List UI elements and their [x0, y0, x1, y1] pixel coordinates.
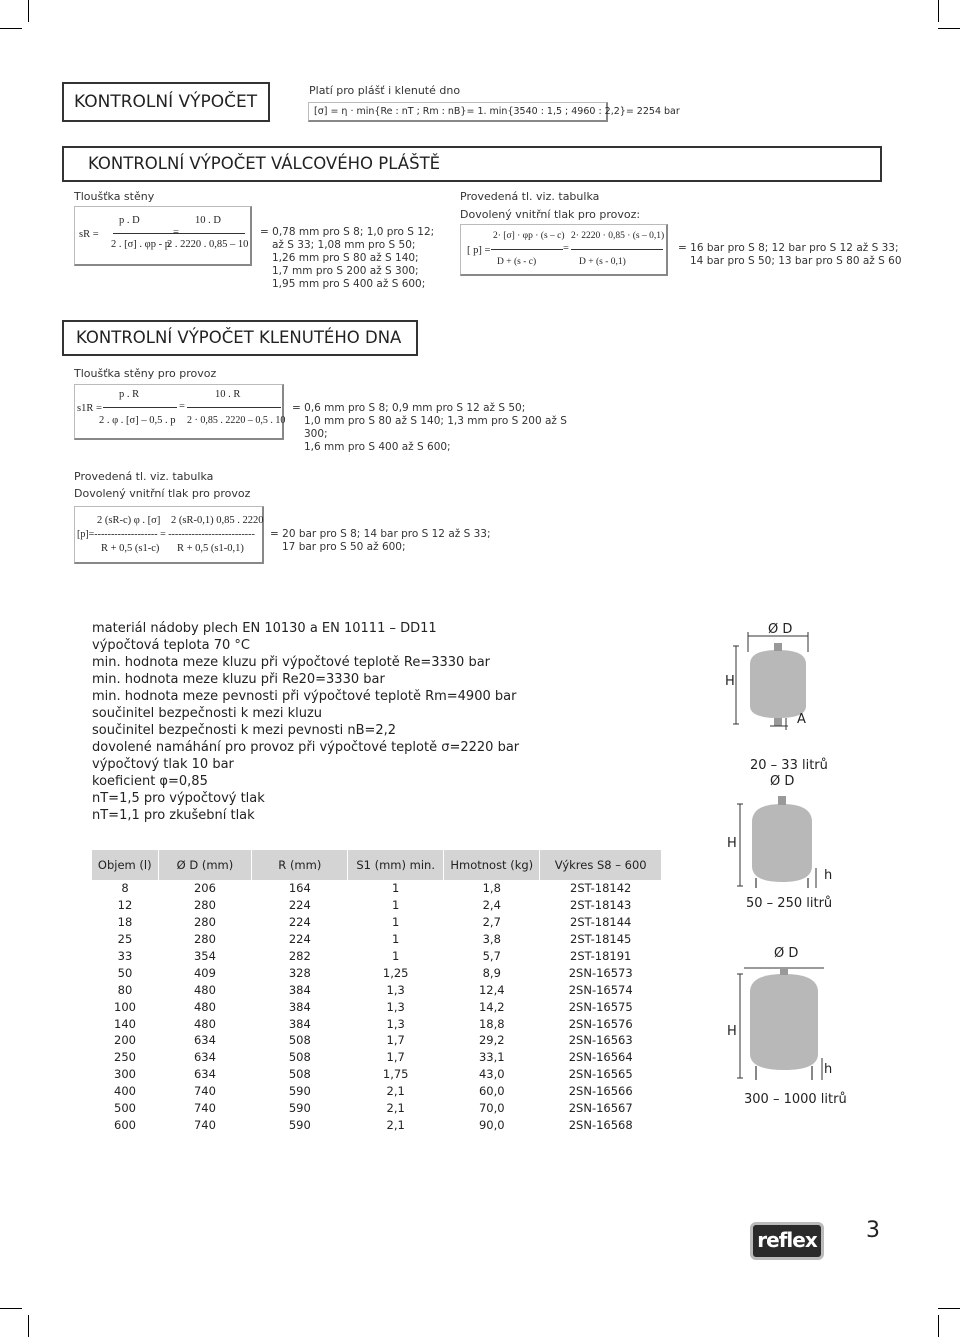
result-line: = 20 bar pro S 8; 14 bar pro S 12 až S 33;: [270, 528, 491, 540]
f1-num1: p . D: [119, 215, 140, 226]
table-cell: 164: [288, 881, 311, 896]
table-cell: 740: [193, 1117, 216, 1132]
table-cell: 18: [117, 915, 133, 930]
result-line: 1,7 mm pro S 200 až S 300;: [272, 265, 419, 277]
table-cell: 29,2: [478, 1033, 505, 1048]
result-line: 1,0 mm pro S 80 až S 140; 1,3 mm pro S 200 až S 300;: [304, 415, 567, 440]
dome-formula-1: [74, 384, 284, 440]
f2-num1: 2· [σ] · φp · (s – c): [493, 231, 565, 241]
f2-den1: R + 0,5 (s1-c): [101, 543, 160, 554]
table-cell: 12: [117, 898, 133, 913]
table-cell: 2,4: [482, 898, 501, 913]
fraction-line: [103, 407, 177, 408]
table-cell: 409: [193, 965, 216, 980]
table-cell: 1: [392, 915, 400, 930]
table-cell: 224: [288, 932, 311, 947]
f1-den1: 2 . [σ] . φp - p: [111, 239, 170, 250]
result-line: 1,6 mm pro S 400 až S 600;: [304, 441, 451, 453]
table-cell: 634: [193, 1050, 216, 1065]
table-cell: 1,3: [386, 999, 405, 1014]
h-label: h: [824, 1062, 833, 1077]
f1-den1: 2 . φ . [σ] – 0,5 . p: [99, 415, 176, 426]
table-cell: 2SN-16575: [568, 999, 633, 1014]
dome-section-title-box: [62, 320, 418, 356]
table-row: [92, 914, 662, 931]
col-header: S1 (mm) min.: [348, 850, 444, 880]
col-header: Hmotnost (kg): [444, 850, 540, 880]
table-cell: 600: [114, 1117, 136, 1132]
f2-lhs: [p]=------------------- = --------------------------: [77, 529, 255, 540]
diameter-label: Ø D: [770, 774, 795, 789]
result-line: 1,95 mm pro S 400 až S 600;: [272, 278, 426, 290]
material-line: min. hodnota meze kluzu při Re20=3330 bar: [92, 672, 385, 687]
table-cell: 1: [392, 881, 400, 896]
table-cell: 70,0: [478, 1101, 505, 1116]
table-cell: 1,75: [382, 1067, 409, 1082]
material-line: nT=1,1 pro zkušební tlak: [92, 808, 255, 823]
table-cell: 280: [193, 915, 216, 930]
table-cell: 590: [288, 1084, 311, 1099]
table-cell: 740: [193, 1084, 216, 1099]
fraction-line: [571, 249, 663, 250]
table-row: [92, 948, 662, 965]
cylinder-formula-2: [460, 224, 668, 276]
table-cell: 100: [114, 999, 136, 1014]
cylinder-provedena: Provedená tl. viz. tabulka: [460, 190, 600, 203]
crop-mark: [938, 0, 939, 22]
material-line: výpočtová teplota 70 °C: [92, 638, 250, 653]
crop-mark: [0, 1308, 22, 1309]
result-line: až S 33; 1,08 mm pro S 50;: [272, 239, 416, 251]
fraction-line: [187, 407, 281, 408]
h-label: h: [824, 868, 833, 883]
table-cell: 2SN-16564: [568, 1050, 633, 1065]
table-cell: 2SN-16573: [568, 965, 633, 980]
table-cell: 2ST-18143: [570, 898, 632, 913]
header-note: Platí pro plášť i klenuté dno: [309, 84, 461, 97]
table-header-row: [92, 850, 662, 880]
table-cell: 224: [288, 898, 311, 913]
table-row: [92, 897, 662, 914]
table-cell: 2ST-18142: [570, 881, 632, 896]
cylinder-formula-1: [74, 206, 252, 266]
dome-dovoleny: Dovolený vnitřní tlak pro provoz: [74, 487, 251, 500]
a-label: A: [797, 712, 806, 727]
table-row: [92, 1015, 662, 1032]
table-cell: 508: [288, 1067, 311, 1082]
table-row: [92, 1032, 662, 1049]
table-cell: 206: [193, 881, 216, 896]
material-line: min. hodnota meze kluzu při výpočtové teplotě Re=3330 bar: [92, 655, 491, 670]
material-list: [92, 620, 652, 824]
result-line: = 0,78 mm pro S 8; 1,0 pro S 12;: [260, 226, 435, 238]
col-header: Výkres S8 – 600: [540, 850, 662, 880]
table-cell: 2SN-16567: [568, 1101, 633, 1116]
table-cell: 300: [114, 1067, 136, 1082]
table-cell: 384: [288, 999, 311, 1014]
table-row: [92, 1066, 662, 1083]
table-cell: 634: [193, 1067, 216, 1082]
table-row: [92, 880, 662, 897]
result-line: = 0,6 mm pro S 8; 0,9 mm pro S 12 až S 50;: [292, 402, 526, 414]
material-line: výpočtový tlak 10 bar: [92, 757, 234, 772]
table-cell: 2SN-16574: [568, 982, 633, 997]
cylinder-section-title-box: [62, 146, 882, 182]
table-cell: 250: [114, 1050, 136, 1065]
dome-thickness-label: Tloušťka stěny pro provoz: [74, 367, 217, 380]
crop-mark: [28, 1315, 29, 1337]
table-cell: 282: [288, 949, 311, 963]
f1-den2: 2 . 2220 . 0,85 – 10: [167, 239, 249, 250]
table-cell: 1: [392, 932, 400, 947]
table-cell: 500: [114, 1101, 136, 1116]
table-cell: 2ST-18191: [570, 949, 632, 963]
table-row: [92, 964, 662, 981]
table-cell: 60,0: [478, 1084, 505, 1099]
table-cell: 2SN-16563: [568, 1033, 633, 1048]
cylinder-dovoleny: Dovolený vnitřní tlak pro provoz:: [460, 208, 641, 221]
table-cell: 5,7: [482, 949, 501, 963]
height-label: H: [725, 674, 735, 689]
table-row: [92, 1049, 662, 1066]
crop-mark: [938, 1315, 939, 1337]
table-row: [92, 981, 662, 998]
table-cell: 33: [117, 949, 133, 963]
material-line: nT=1,5 pro výpočtový tlak: [92, 791, 265, 806]
f1-num2: 10 . D: [195, 215, 221, 226]
table-cell: 354: [193, 949, 216, 963]
f2-num2: 2 (sR-0,1) 0,85 . 2220: [171, 515, 264, 526]
header-formula-box: [308, 102, 680, 122]
table-cell: 18,8: [478, 1016, 505, 1031]
table-cell: 1: [392, 898, 400, 913]
crop-mark: [938, 28, 960, 29]
tank-caption: 300 – 1000 litrů: [744, 1092, 847, 1107]
page-title-box: [62, 82, 270, 122]
table-cell: 80: [117, 982, 133, 997]
tank-large-icon: [700, 942, 860, 1112]
table-cell: 2,7: [482, 915, 501, 930]
table-cell: 200: [114, 1033, 136, 1048]
table-cell: 1,25: [382, 965, 409, 980]
table-cell: 2SN-16565: [568, 1067, 633, 1082]
dome-f1-results: [292, 402, 592, 454]
table-cell: 1,3: [386, 982, 405, 997]
table-cell: 480: [193, 982, 216, 997]
diameter-label: Ø D: [768, 622, 793, 637]
f2-den1: D + (s - c): [497, 257, 537, 267]
table-cell: 508: [288, 1050, 311, 1065]
page-title: KONTROLNÍ VÝPOČET: [74, 92, 258, 112]
table-cell: 25: [117, 932, 133, 947]
table-cell: 2SN-16568: [568, 1117, 633, 1132]
result-line: 17 bar pro S 50 až 600;: [282, 541, 406, 553]
table-cell: 480: [193, 1016, 216, 1031]
table-row: [92, 998, 662, 1015]
spec-table: [92, 850, 662, 1133]
table-row: [92, 1116, 662, 1133]
crop-mark: [28, 0, 29, 22]
table-cell: 8,9: [482, 965, 501, 980]
table-cell: 280: [193, 932, 216, 947]
table-cell: 2,1: [386, 1101, 405, 1116]
logo-text: reflex: [757, 1228, 817, 1252]
table-cell: 2ST-18144: [570, 915, 632, 930]
material-line: materiál nádoby plech EN 10130 a EN 10111 – DD11: [92, 621, 437, 636]
height-label: H: [727, 836, 737, 851]
material-line: součinitel bezpečnosti k mezi kluzu: [92, 706, 323, 721]
table-cell: 1,7: [386, 1050, 405, 1065]
table-cell: 590: [288, 1101, 311, 1116]
fraction-line: [491, 249, 563, 250]
table-cell: 328: [288, 965, 311, 980]
table-cell: 590: [288, 1117, 311, 1132]
table-cell: 2ST-18145: [570, 932, 632, 947]
table-cell: 480: [193, 999, 216, 1014]
f2-num1: 2 (sR-c) φ . [σ]: [97, 515, 161, 526]
fraction-line: [167, 233, 245, 234]
table-cell: 2,1: [386, 1084, 405, 1099]
crop-mark: [938, 1308, 960, 1309]
crop-mark: [0, 28, 22, 29]
diameter-label: Ø D: [774, 946, 799, 961]
f2-num2: 2· 2220 · 0,85 · (s – 0,1): [571, 231, 665, 241]
height-label: H: [727, 1024, 737, 1039]
cylinder-section-title: KONTROLNÍ VÝPOČET VÁLCOVÉHO PLÁŠTĚ: [88, 154, 441, 173]
table-cell: 384: [288, 982, 311, 997]
dome-f2-results: [270, 528, 530, 554]
table-cell: 508: [288, 1033, 311, 1048]
result-line: 1,26 mm pro S 80 až S 140;: [272, 252, 419, 264]
dome-section-title: KONTROLNÍ VÝPOČET KLENUTÉHO DNA: [76, 328, 402, 347]
cylinder-f2-results: [678, 242, 938, 268]
table-cell: 224: [288, 915, 311, 930]
table-cell: 1: [392, 949, 400, 963]
f1-lhs: s1R =: [77, 403, 102, 414]
col-header: Ø D (mm): [158, 850, 252, 880]
table-cell: 50: [117, 965, 133, 980]
table-cell: 2,1: [386, 1117, 405, 1132]
f2-eq: =: [563, 243, 569, 254]
col-header: R (mm): [252, 850, 348, 880]
tank-caption: 20 – 33 litrů: [750, 758, 828, 773]
material-line: min. hodnota meze pevnosti při výpočtové teplotě Rm=4900 bar: [92, 689, 517, 704]
table-cell: 384: [288, 1016, 311, 1031]
table-cell: 8: [121, 881, 129, 896]
f2-den2: D + (s - 0,1): [579, 257, 626, 267]
f2-lhs: [ p] =: [467, 245, 491, 256]
result-line: 14 bar pro S 50; 13 bar pro S 80 až S 60: [690, 255, 902, 267]
f1-num1: p . R: [119, 389, 140, 400]
f1-num2: 10 . R: [215, 389, 241, 400]
table-cell: 1,7: [386, 1033, 405, 1048]
table-cell: 740: [193, 1101, 216, 1116]
page-number: 3: [866, 1218, 880, 1243]
fraction-line: [113, 233, 171, 234]
table-cell: 33,1: [478, 1050, 505, 1065]
table-cell: 2SN-16566: [568, 1084, 633, 1099]
table-row: [92, 1083, 662, 1100]
tank-caption: 50 – 250 litrů: [746, 896, 833, 911]
table-cell: 12,4: [478, 982, 505, 997]
table-cell: 14,2: [478, 999, 505, 1014]
dome-provedena: Provedená tl. viz. tabulka: [74, 470, 214, 483]
cylinder-f1-results: [260, 226, 450, 291]
table-row: [92, 931, 662, 948]
material-line: koeficient φ=0,85: [92, 774, 208, 789]
table-cell: 1,8: [482, 881, 501, 896]
table-cell: 634: [193, 1033, 216, 1048]
tank-small-icon: [700, 614, 860, 774]
table-cell: 140: [114, 1016, 136, 1031]
material-line: dovolené namáhání pro provoz při výpočtové teplotě σ=2220 bar: [92, 740, 520, 755]
table-cell: 43,0: [478, 1067, 505, 1082]
result-line: = 16 bar pro S 8; 12 bar pro S 12 až S 33;: [678, 242, 899, 254]
table-cell: 1,3: [386, 1016, 405, 1031]
table-cell: 3,8: [482, 932, 501, 947]
col-header: Objem (l): [92, 850, 158, 880]
f1-eq: =: [179, 401, 185, 412]
header-formula: [σ] = η · min{Re : nT ; Rm : nB}= 1. min{3540 : 1,5 ; 4960 : 2,2}= 2254 bar: [314, 106, 680, 117]
cylinder-thickness-label: Tloušťka stěny: [74, 190, 155, 203]
table-row: [92, 1100, 662, 1117]
material-line: součinitel bezpečnosti k mezi pevnosti nB=2,2: [92, 723, 397, 738]
table-cell: 90,0: [478, 1117, 505, 1132]
table-cell: 280: [193, 898, 216, 913]
tank-large-drawing: [700, 942, 860, 1112]
f2-den2: R + 0,5 (s1-0,1): [177, 543, 244, 554]
tank-small-drawing: [700, 614, 860, 774]
table-cell: 2SN-16576: [568, 1016, 633, 1031]
reflex-logo: [750, 1222, 824, 1260]
f1-den2: 2 · 0,85 . 2220 – 0,5 . 10: [187, 415, 286, 426]
f1-lhs: sR =: [79, 229, 99, 240]
dome-formula-2: [74, 506, 264, 564]
tank-medium-drawing: [700, 770, 860, 920]
table-cell: 400: [114, 1084, 136, 1099]
